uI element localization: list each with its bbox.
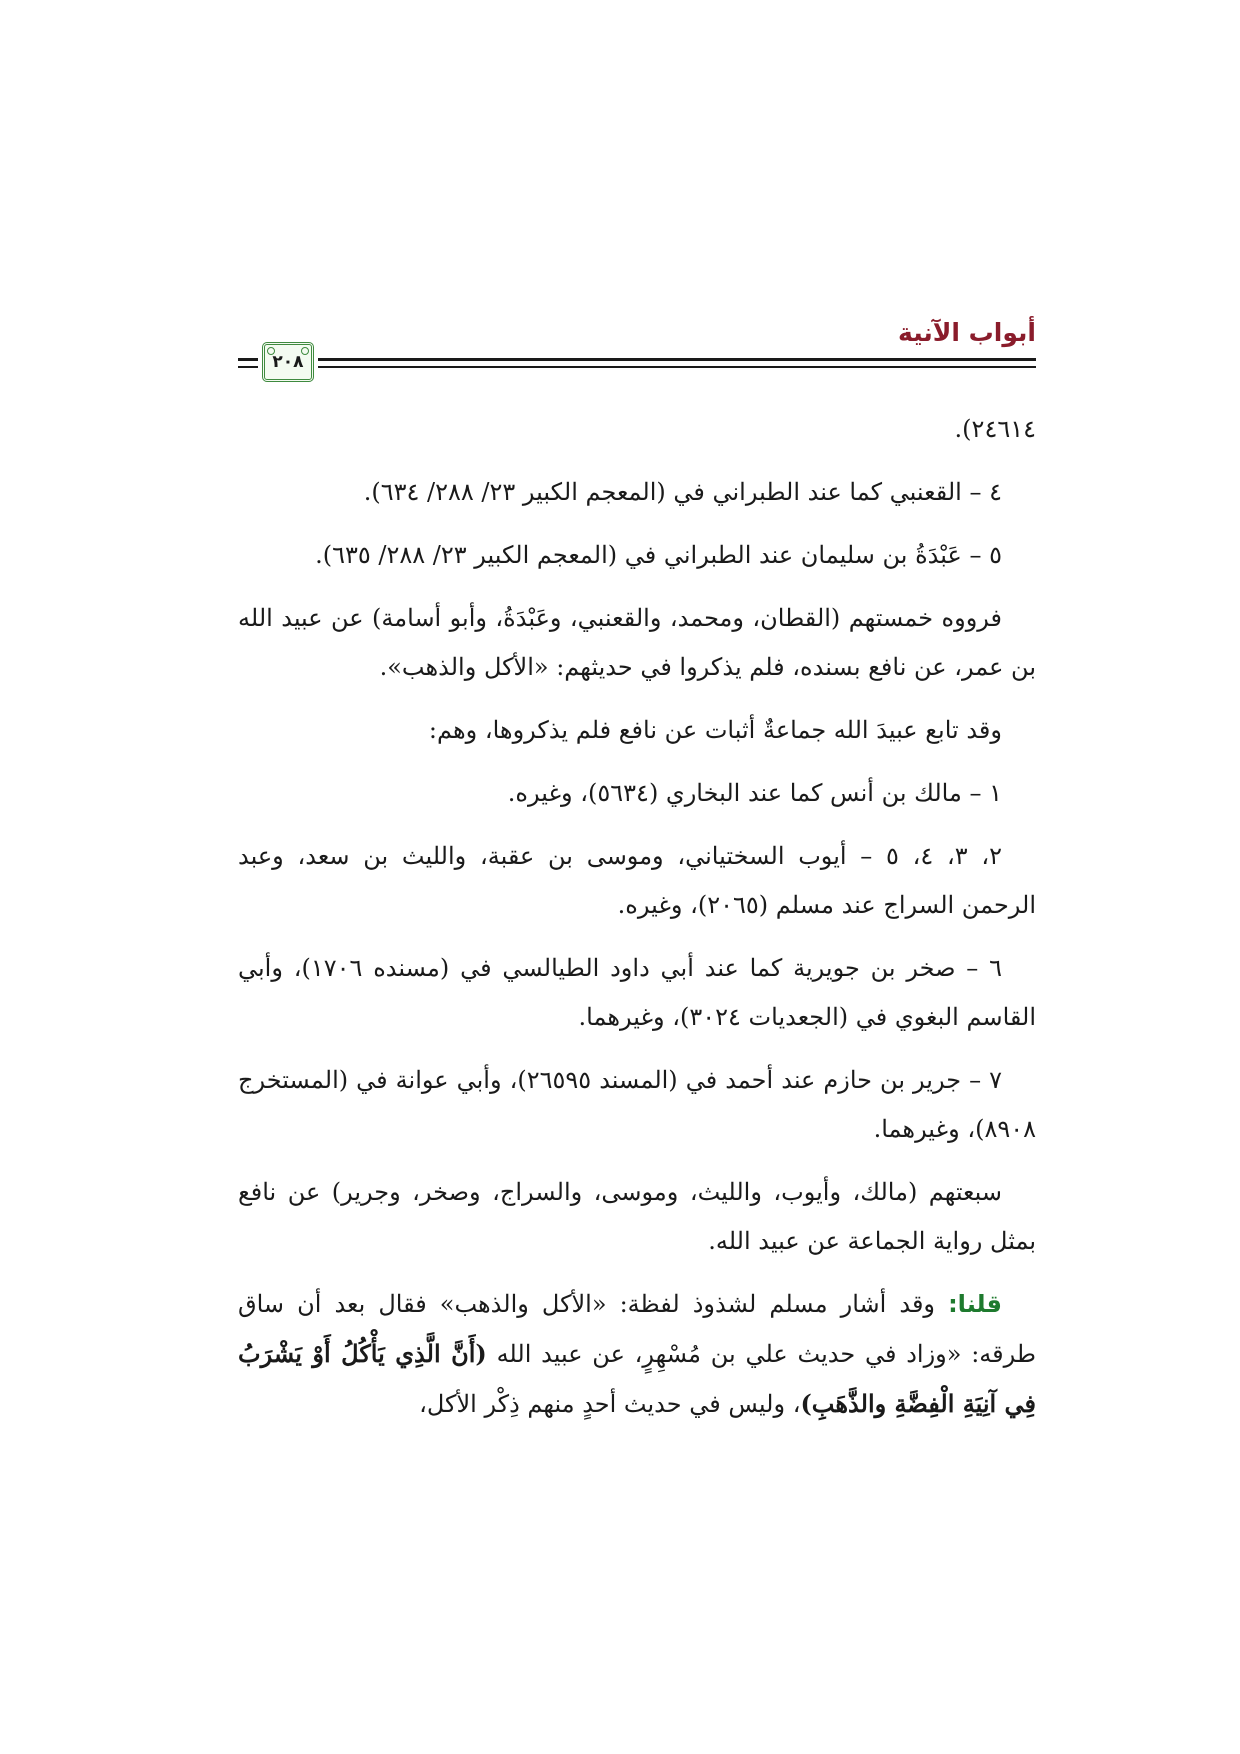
paragraph: ٧ – جرير بن حازم عند أحمد في (المسند ٢٦٥٩٥)، وأبي عوانة في (المستخرج ٨٩٠٨)، وغيرهما. — [238, 1066, 1036, 1143]
page-number-frame — [262, 342, 314, 382]
page-header — [238, 318, 1036, 388]
paragraph: ٥ – عَبْدَةُ بن سليمان عند الطبراني في (المعجم الكبير ٢٣/ ٢٨٨/ ٦٣٥). — [315, 541, 1002, 569]
paragraph-continuation: ٢٤٦١٤). — [954, 415, 1036, 443]
paragraph: فرووه خمستهم (القطان، ومحمد، والقعنبي، وعَبْدَةُ، وأبو أسامة) عن عبيد الله بن عمر، عن نافع بسنده، فلم يذكروا في حديثهم: «الأكل والذهب». — [238, 604, 1036, 681]
final-paragraph-part2: ، وليس في حديث أحدٍ منهم ذِكْر الأكل، — [419, 1390, 801, 1418]
paragraph: وقد تابع عبيدَ الله جماعةٌ أثبات عن نافع فلم يذكروها، وهم: — [428, 716, 1002, 744]
page-body — [238, 405, 1036, 1443]
paragraph: سبعتهم (مالك، وأيوب، والليث، وموسى، والسراج، وصخر، وجرير) عن نافع بمثل رواية الجماعة عن عبيد الله. — [238, 1178, 1036, 1255]
qulna-label: قلنا: — [948, 1290, 1002, 1318]
paragraph: ٦ – صخر بن جويرية كما عند أبي داود الطيالسي في (مسنده ١٧٠٦)، وأبي القاسم البغوي في (الجعديات ٣٠٢٤)، وغيرهما. — [238, 954, 1036, 1031]
paragraph: ١ – مالك بن أنس كما عند البخاري (٥٦٣٤)، وغيره. — [507, 779, 1002, 807]
paragraph: ٤ – القعنبي كما عند الطبراني في (المعجم الكبير ٢٣/ ٢٨٨/ ٦٣٤). — [363, 478, 1002, 506]
final-paragraph-part1: وقد أشار مسلم لشذوذ لفظة: «الأكل والذهب» فقال بعد أن ساق طرقه: «وزاد في حديث علي بن مُسْهِرٍ، عن عبيد الله — [238, 1290, 1036, 1368]
header-rule-top — [318, 358, 1036, 361]
header-rule-left-top — [238, 358, 258, 361]
final-paragraph — [238, 1280, 1036, 1429]
hadith-quote: (أَنَّ الَّذِي يَأْكُلُ أَوْ يَشْرَبُ فِي آنِيَةِ الْفِضَّةِ والذَّهَبِ) — [238, 1339, 1036, 1418]
paragraph: ٢، ٣، ٤، ٥ – أيوب السختياني، وموسى بن عقبة، والليث بن سعد، وعبد الرحمن السراج عند مسلم (٢٠٦٥)، وغيره. — [238, 842, 1036, 919]
page-number: ٢٠٨ — [272, 352, 304, 372]
header-rule-left-bottom — [238, 366, 258, 368]
header-rule-bottom — [318, 366, 1036, 368]
chapter-title: أبواب الآنية — [898, 318, 1036, 347]
